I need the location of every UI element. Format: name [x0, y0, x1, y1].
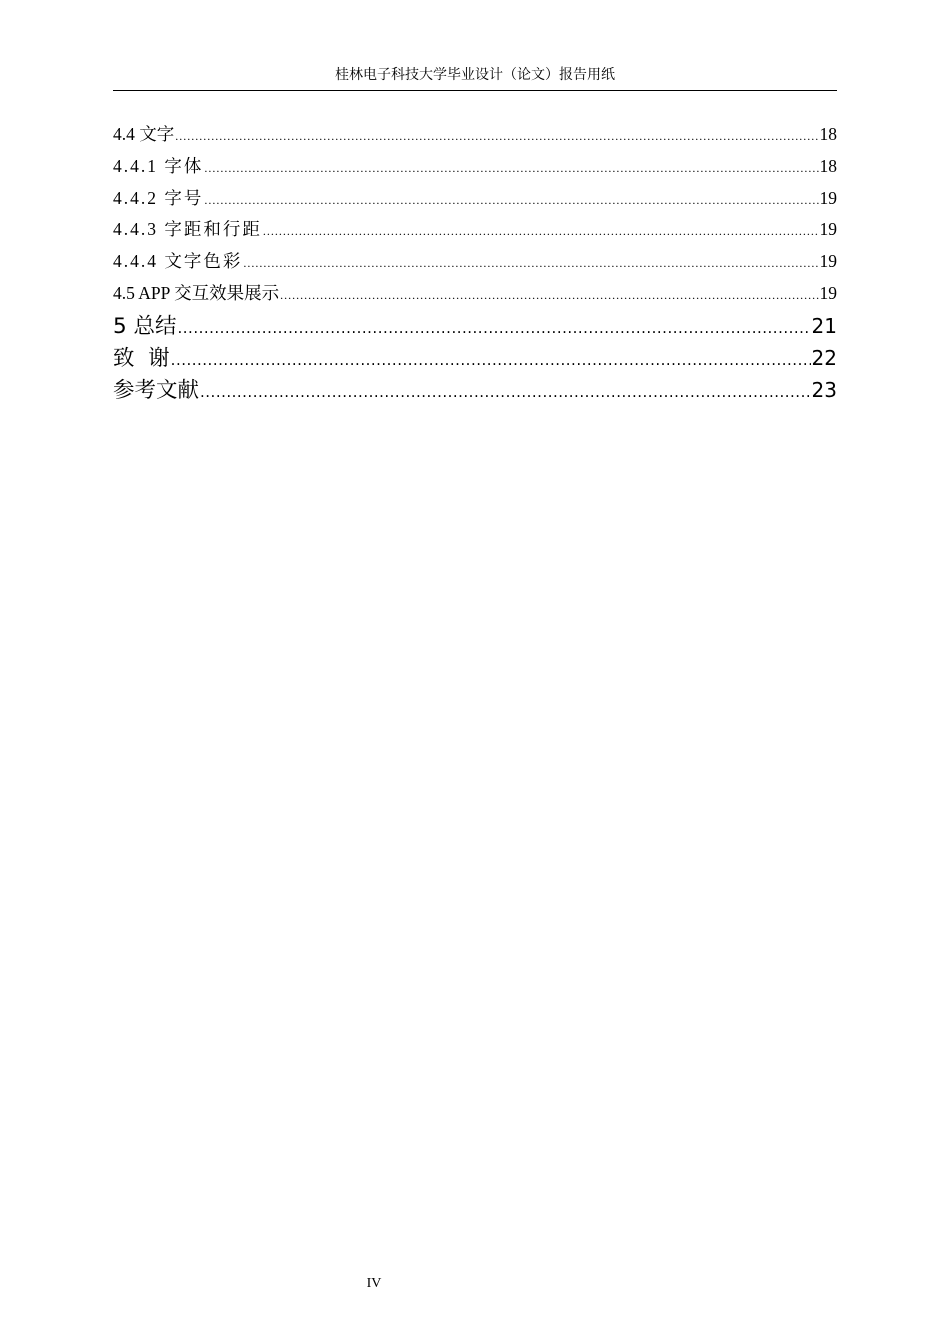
- toc-entry-4-4-1[interactable]: [113, 152, 837, 184]
- dot-leader: [171, 345, 811, 375]
- page-header: [113, 67, 837, 91]
- dot-leader: [204, 154, 818, 182]
- header-title: 桂林电子科技大学毕业设计（论文）报告用纸: [335, 68, 615, 83]
- toc-entry-page: 21: [811, 313, 837, 338]
- toc-entry-label: 4.4.2 字号: [113, 187, 204, 208]
- dot-leader: [175, 122, 818, 150]
- toc-entry-label: 5 总结: [113, 313, 177, 339]
- table-of-contents: [113, 120, 837, 407]
- toc-entry-page: 18: [819, 124, 837, 144]
- toc-entry-acknowledgements[interactable]: [113, 343, 837, 375]
- dot-leader: [263, 217, 819, 245]
- toc-entry-4-5[interactable]: [113, 279, 837, 311]
- toc-entry-5[interactable]: [113, 311, 837, 343]
- toc-entry-page: 19: [819, 282, 837, 303]
- toc-entry-4-4-4[interactable]: [113, 247, 837, 279]
- toc-entry-4-4-3[interactable]: [113, 215, 837, 247]
- toc-entry-page: 23: [811, 377, 837, 402]
- toc-entry-references[interactable]: [113, 375, 837, 407]
- toc-entry-page: 19: [819, 251, 837, 272]
- toc-entry-label: 参考文献: [113, 377, 200, 403]
- dot-leader: [243, 249, 818, 277]
- toc-entry-page: 22: [811, 345, 837, 370]
- toc-entry-page: 19: [819, 187, 837, 208]
- toc-entry-label: 4.4.1 字体: [113, 155, 204, 176]
- dot-leader: [178, 313, 811, 343]
- toc-entry-label: 致 谢: [113, 345, 170, 371]
- toc-entry-page: 19: [819, 219, 837, 240]
- dot-leader: [280, 281, 818, 309]
- dot-leader: [204, 186, 818, 214]
- toc-entry-label: 4.4.4 文字色彩: [113, 251, 243, 272]
- page-number: IV: [366, 1276, 382, 1291]
- toc-entry-4-4-2[interactable]: [113, 184, 837, 216]
- toc-entry-label: 4.4 文字: [113, 124, 175, 144]
- toc-entry-label: 4.5 APP 交互效果展示: [113, 282, 280, 303]
- toc-entry-4-4[interactable]: [113, 120, 837, 152]
- toc-entry-page: 18: [819, 155, 837, 176]
- toc-entry-label: 4.4.3 字距和行距: [113, 219, 262, 240]
- dot-leader: [200, 377, 811, 407]
